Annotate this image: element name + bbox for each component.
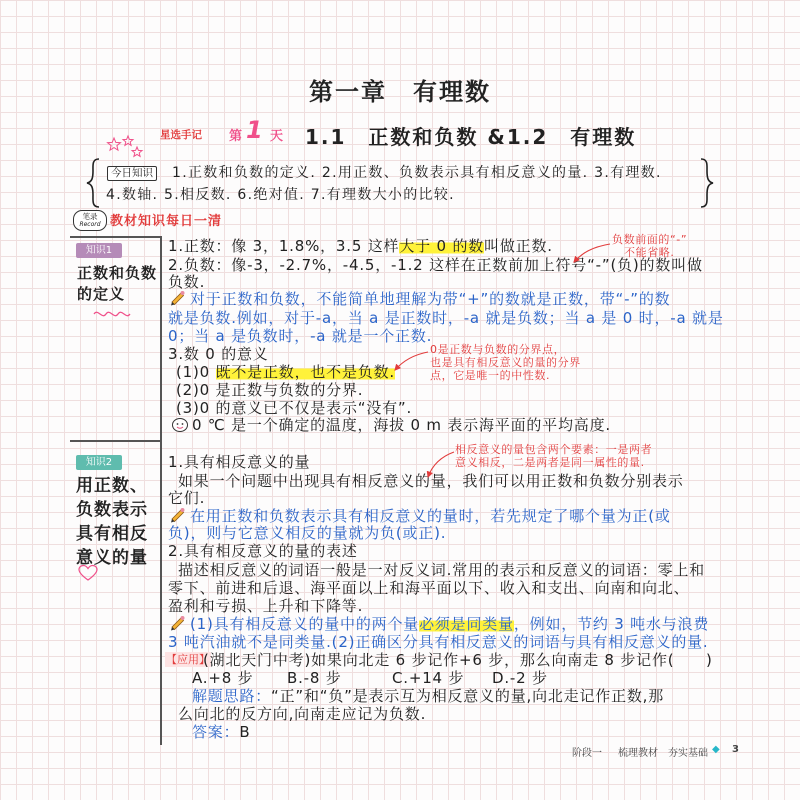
today-knowledge-line: 1.正数和负数的定义. 2.用正数、负数表示具有相反意义的量. 3.有理数. <box>172 165 662 181</box>
answer-value: B <box>239 723 251 741</box>
record-heading: 教材知识每日一清 <box>110 214 223 229</box>
knowledge-tag-2: 知识2 <box>76 455 122 470</box>
footer-diamond-icon: ◆ <box>712 744 720 755</box>
tip-line: 在用正数和负数表示具有相反意义的量时，若先规定了哪个量为正(或 <box>190 507 671 525</box>
record-badge-title: 笔录 <box>82 212 98 221</box>
sub-heading: 1.具有相反意义的量 <box>168 453 311 471</box>
day-number: 1 <box>246 116 263 144</box>
section-heading-line: 用正数、 <box>76 476 148 496</box>
option-a: A.+8 步 <box>192 669 254 687</box>
footer-stage: 阶段一 <box>572 748 602 759</box>
zero-heading: 3.数 0 的意义 <box>168 345 269 363</box>
arrow-icon <box>395 352 428 370</box>
tip-line: 0；当 a 是负数时，-a 就是一个正数. <box>168 327 433 345</box>
pencil-icon <box>169 507 187 523</box>
note-line: 相反意义的量包含两个要素：一是两者 <box>455 443 653 456</box>
note-line: 也是具有相反意义的量的分界 <box>430 356 581 369</box>
note-line: 点，它是唯一的中性数. <box>430 369 551 382</box>
body-line: 描述相反意义的词语一般是一对反义词.常用的表示和反意义的词语：零上和 <box>178 561 705 579</box>
record-badge-subtitle: Record <box>79 221 101 228</box>
positive-text: 1.正数：像 3，1.8%，3.5 这样 <box>168 237 400 255</box>
pencil-icon <box>169 615 187 631</box>
negative-note <box>612 233 687 259</box>
section-heading-line: 负数表示 <box>76 500 148 520</box>
body-line: 盈利和亏损、上升和下降等. <box>168 597 364 615</box>
tip-highlight: 必须是同类量 <box>419 615 514 633</box>
solution-text: “正”和“负”是表示互为相反意义的量,向北走记作正数,那 <box>271 687 665 705</box>
note-line: 意义相反，二是两者是同一属性的量. <box>455 456 645 469</box>
positive-text: 叫做正数. <box>484 237 553 255</box>
squiggle-icon <box>92 306 132 322</box>
footer-part: 夯实基础 <box>668 748 708 759</box>
positive-highlight: 大于 0 的数 <box>399 237 485 255</box>
doodle-face-icon <box>171 417 189 433</box>
zero-point-3: (3)0 的意义已不仅是表示“没有”. <box>176 399 413 417</box>
zero-highlight: 既不是正数，也不是负数. <box>215 363 395 381</box>
lesson-title: 1.1 正数和负数 &1.2 有理数 <box>305 125 637 149</box>
day-suffix: 天 <box>270 129 284 144</box>
tip-line: 就是负数.例如，对于-a，当 a 是正数时，-a 就是负数；当 a 是 0 时，-a 就是 <box>168 309 724 327</box>
sub-heading: 2.具有相反意义的量的表述 <box>168 542 358 560</box>
tip-text: (1)具有相反意义的量中的两个量 <box>190 615 420 633</box>
negative-definition: 2.负数：像-3，-2.7%，-4.5，-1.2 这样在正数前加上符号“-”(负)的数叫做 <box>168 256 703 274</box>
section-heading-line: 具有相反 <box>76 524 148 544</box>
column-divider <box>160 236 162 745</box>
page-number: 3 <box>732 744 739 755</box>
tip-text: ，例如，节约 3 吨水与浪费 <box>513 615 710 633</box>
day-label: 星选手记 <box>160 129 202 141</box>
solution-line <box>192 687 664 705</box>
option-d: D.-2 步 <box>492 669 548 687</box>
positive-definition <box>168 237 553 255</box>
option-c: C.+14 步 <box>392 669 465 687</box>
solution-label: 解题思路： <box>192 687 272 705</box>
zero-example: 0 ℃ 是一个确定的温度，海拔 0 m 表示海平面的平均高度. <box>192 416 611 434</box>
tip-line: 负)，则与它意义相反的量就为负(或正). <box>168 524 447 542</box>
today-knowledge-line: 4.数轴. 5.相反数. 6.绝对值. 7.有理数大小的比较. <box>106 187 455 203</box>
body-line: 如果一个问题中出现具有相反意义的量，我们可以用正数和负数分别表示 <box>178 472 684 490</box>
application-question: (湖北天门中考)如果向北走 6 步记作+6 步，那么向南走 8 步记作( ) <box>203 651 713 669</box>
note-line: 负数前面的“-” <box>612 233 688 246</box>
note-line: 0是正数与负数的分界点， <box>430 343 566 356</box>
pencil-icon <box>169 290 187 306</box>
negative-definition: 负数. <box>168 273 206 291</box>
tip-line <box>190 615 709 633</box>
note-line: 不能省略. <box>624 246 675 259</box>
zero-text: (1)0 <box>176 363 216 381</box>
section-heading-line: 意义的量 <box>76 548 148 568</box>
today-knowledge-tag: 今日知识 <box>107 166 157 181</box>
brace-icon <box>84 157 102 209</box>
tip-line: 对于正数和负数，不能简单地理解为带“+”的数就是正数，带“-”的数 <box>190 290 671 308</box>
application-tag: 【应用】 <box>166 653 210 666</box>
tip-line: 3 吨汽油就不是同类量.(2)正确区分具有相反意义的词语与具有相反意义的量. <box>168 633 709 651</box>
section-rule <box>70 440 162 442</box>
star-icon <box>106 134 146 162</box>
section-rule <box>70 236 162 238</box>
solution-line: 么向北的反方向,向南走应记为负数. <box>178 705 427 723</box>
zero-note <box>430 343 581 382</box>
chapter-title: 第一章 有理数 <box>309 77 491 106</box>
brace-icon <box>698 157 716 209</box>
record-badge <box>73 210 107 231</box>
body-line: 它们. <box>168 489 206 507</box>
footer-part: 梳理教材 <box>618 748 658 759</box>
answer-line <box>192 723 251 741</box>
body-line: 零下、前进和后退、海平面以上和海平面以下、收入和支出、向南和向北、 <box>168 579 690 597</box>
section-heading-line: 正数和负数 <box>77 264 158 282</box>
option-b: B.-8 步 <box>287 669 342 687</box>
zero-point-1 <box>176 363 395 381</box>
heart-icon <box>78 564 98 582</box>
zero-point-2: (2)0 是正数与负数的分界. <box>176 381 364 399</box>
section-heading-line: 的定义 <box>77 285 126 303</box>
section2-note <box>455 443 652 469</box>
day-prefix: 第 <box>229 129 243 144</box>
answer-label: 答案： <box>192 723 240 741</box>
knowledge-tag-1: 知识1 <box>76 243 122 258</box>
